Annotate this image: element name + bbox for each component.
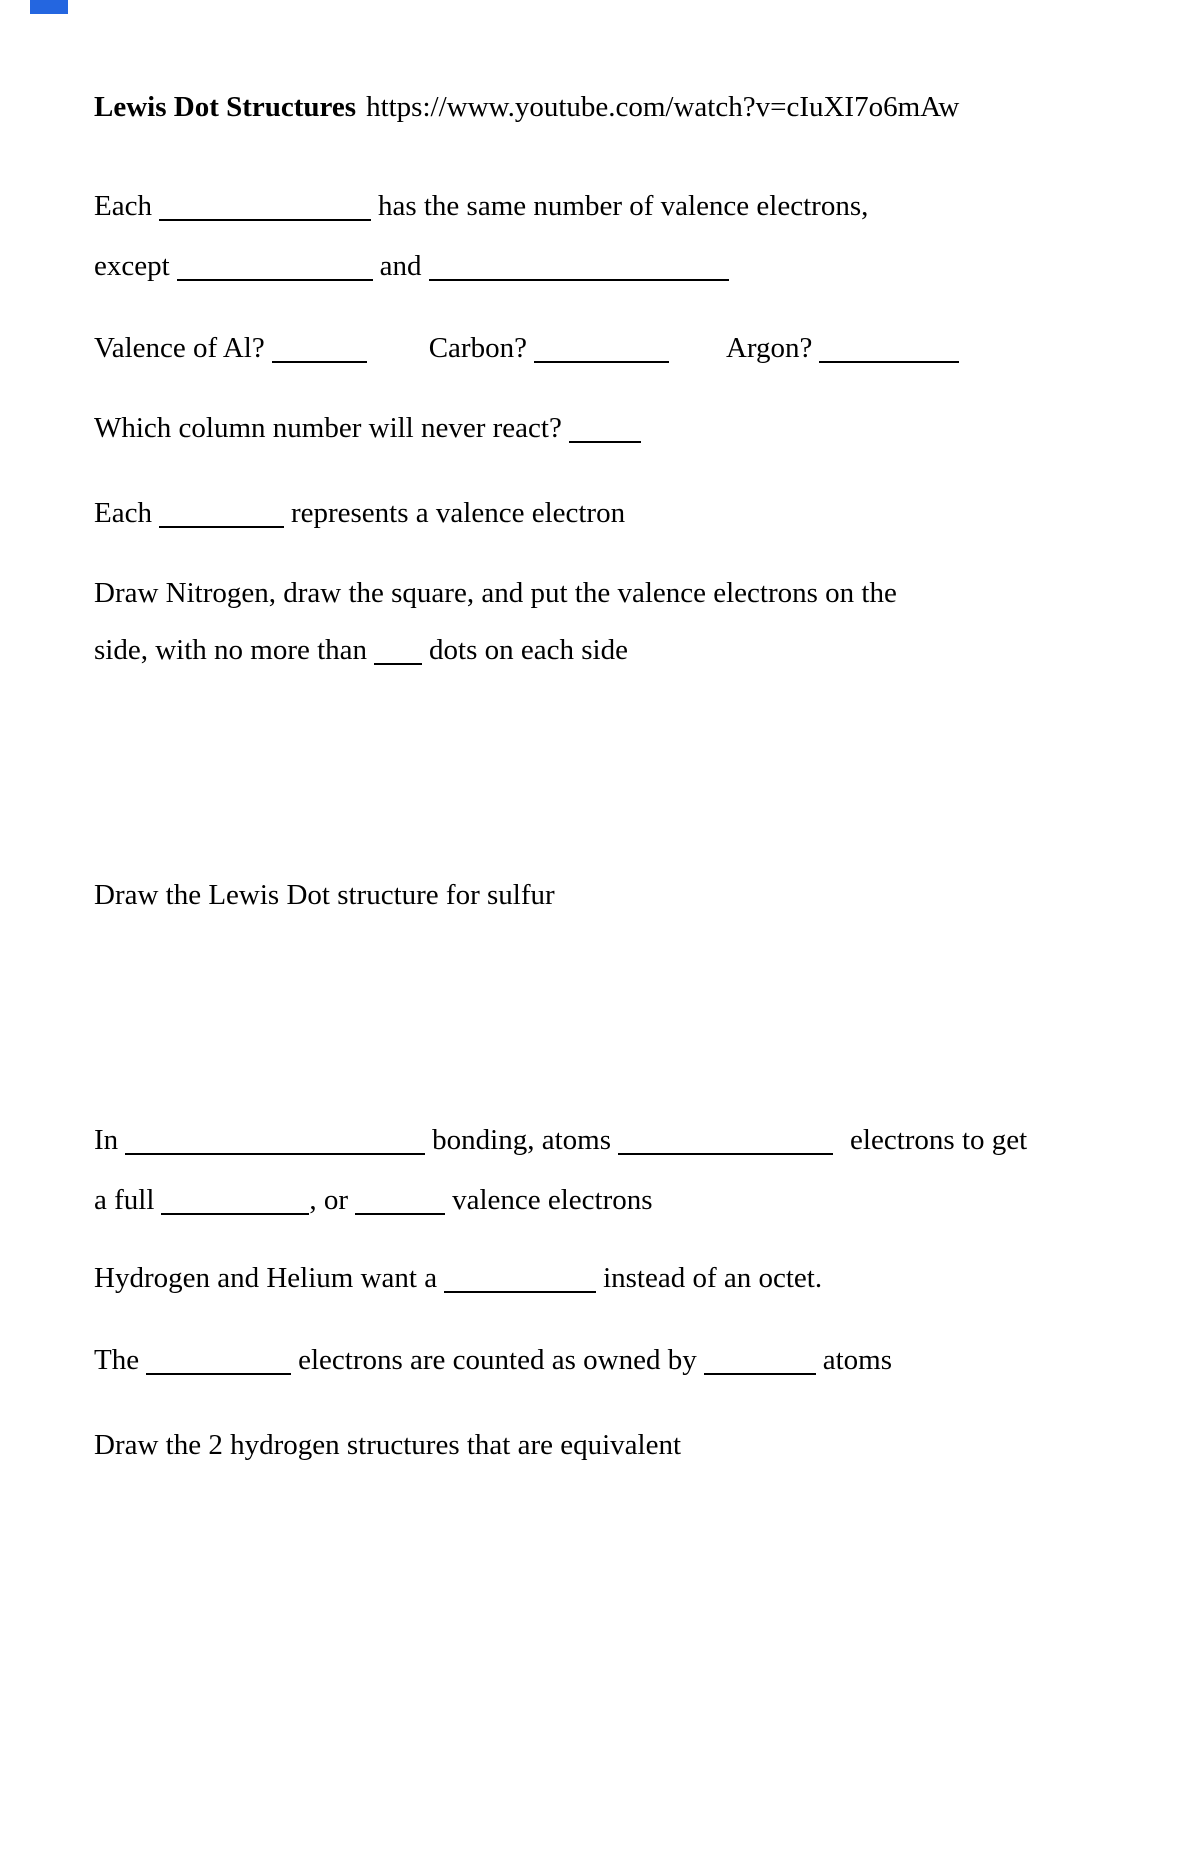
question-text: Each <box>94 190 152 222</box>
blank-field[interactable] <box>355 1210 445 1215</box>
question-text: Each <box>94 497 152 529</box>
title-line <box>94 89 959 125</box>
question-text: electrons are counted as owned by <box>298 1344 697 1376</box>
blue-corner-marker <box>30 0 68 14</box>
blank-field[interactable] <box>704 1370 816 1375</box>
question-text: has the same number of valence electrons, <box>377 190 869 222</box>
question-text: Draw the Lewis Dot structure for sulfur <box>94 879 555 911</box>
question-text: bonding, atoms <box>432 1124 612 1156</box>
question-text: Draw Nitrogen, draw the square, and put the valence electrons on the <box>94 577 897 609</box>
question-text: The <box>94 1344 140 1376</box>
question-column-line <box>94 410 648 446</box>
question-dot-line <box>94 495 625 531</box>
question-text: Which column number will never react? <box>94 412 562 444</box>
question-text: dots on each side <box>429 634 628 666</box>
question-nitrogen-line2 <box>94 632 628 668</box>
question-duet-line <box>94 1260 822 1296</box>
blank-field[interactable] <box>374 660 422 665</box>
tab-spacer <box>676 356 726 357</box>
blank-field[interactable] <box>444 1288 596 1293</box>
question-valence-same-line1 <box>94 188 868 224</box>
question-text: In <box>94 1124 119 1156</box>
tab-spacer <box>374 356 429 357</box>
question-text: Draw the 2 hydrogen structures that are equivalent <box>94 1429 682 1461</box>
tab-spacer <box>840 1148 850 1149</box>
question-text: valence electrons <box>452 1184 653 1216</box>
blank-field[interactable] <box>272 358 367 363</box>
blank-field[interactable] <box>569 438 641 443</box>
blank-field[interactable] <box>819 358 959 363</box>
question-text: Valence of Al? <box>94 332 265 364</box>
question-valence-same-line2 <box>94 248 736 284</box>
question-text: a full <box>94 1184 155 1216</box>
question-sulfur-line <box>94 877 555 913</box>
question-bonding-line2 <box>94 1182 653 1218</box>
question-text: except <box>94 250 170 282</box>
blank-field[interactable] <box>146 1370 291 1375</box>
question-text: and <box>379 250 422 282</box>
blank-field[interactable] <box>177 276 373 281</box>
video-url-link[interactable]: https://www.youtube.com/watch?v=cIuXI7o6mAw <box>366 91 960 123</box>
blank-field[interactable] <box>534 358 669 363</box>
blank-field[interactable] <box>429 276 729 281</box>
question-text: Carbon? <box>428 332 527 364</box>
question-text: represents a valence electron <box>290 497 626 529</box>
question-text: Hydrogen and Helium want a <box>94 1262 438 1294</box>
question-shared-line <box>94 1342 892 1378</box>
blank-field[interactable] <box>125 1150 425 1155</box>
question-valence-of-line <box>94 330 966 366</box>
question-text: atoms <box>822 1344 892 1376</box>
question-text: Argon? <box>725 332 813 364</box>
question-text: , or <box>309 1184 349 1216</box>
question-text: side, with no more than <box>94 634 368 666</box>
question-text: instead of an octet. <box>603 1262 823 1294</box>
question-bonding-line1 <box>94 1122 1027 1158</box>
blank-field[interactable] <box>159 216 371 221</box>
blank-field[interactable] <box>159 523 284 528</box>
question-hydrogen-line <box>94 1427 681 1463</box>
worksheet-title: Lewis Dot Structures <box>94 91 357 123</box>
question-text: electrons to get <box>850 1124 1028 1156</box>
blank-field[interactable] <box>161 1210 309 1215</box>
blank-field[interactable] <box>618 1150 833 1155</box>
question-nitrogen-line1 <box>94 575 897 611</box>
